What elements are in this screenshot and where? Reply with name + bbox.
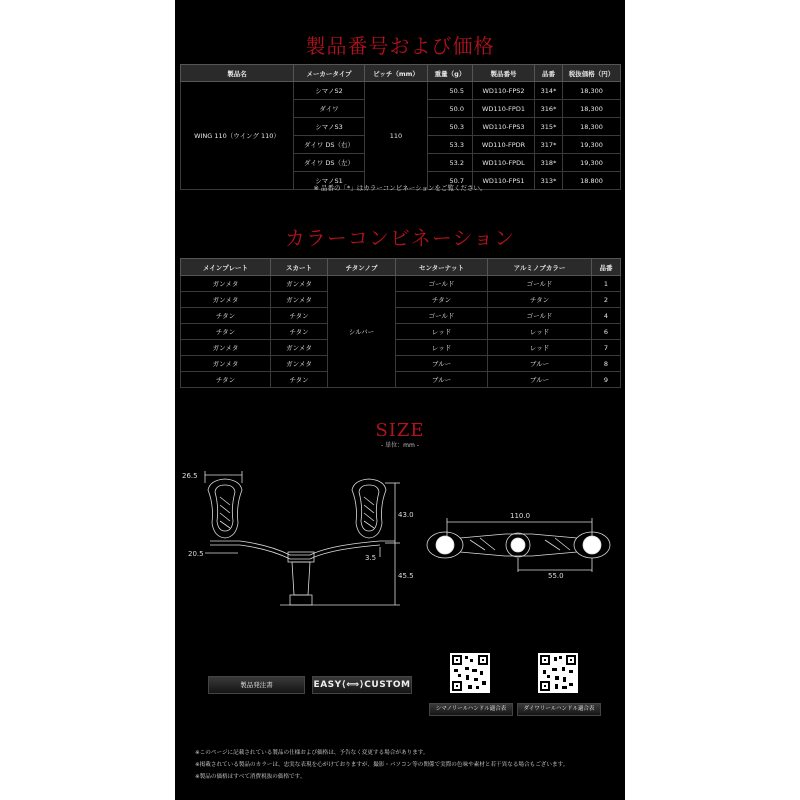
weight-cell: 50.5 [428, 82, 473, 100]
dim-total-length: 110.0 [510, 512, 531, 520]
alumi-knob-cell: レッド [488, 324, 592, 340]
col-header: センターナット [396, 259, 488, 276]
table-row [181, 276, 621, 292]
skirt-cell: ガンメタ [271, 276, 328, 292]
num-cell: 318* [535, 154, 563, 172]
price-section-title: 製品番号および価格 [305, 34, 495, 58]
price-cell: 18,300 [563, 82, 621, 100]
col-header: 製品名 [181, 65, 294, 82]
easy-custom-button[interactable]: EASY⟨⟺⟩CUSTOM [312, 676, 412, 694]
footer-note: ※掲載されている製品のカラーは、忠実な表現を心がけておりますが、撮影・パソコン等の関係で実際の色味や素材と若干異なる場合もございます。 [195, 762, 569, 768]
table-header-row [181, 259, 621, 276]
handle-top-view-drawing [420, 500, 620, 585]
dim-offset: 3.5 [365, 554, 377, 562]
col-header: 品番 [592, 259, 621, 276]
center-nut-cell: レッド [396, 340, 488, 356]
num-cell: 2 [592, 292, 621, 308]
code-cell: WD110-FPS3 [473, 118, 535, 136]
center-nut-cell: ブルー [396, 372, 488, 388]
maker-cell: ダイワ [294, 100, 365, 118]
price-cell: 19,300 [563, 154, 621, 172]
center-nut-cell: ゴールド [396, 308, 488, 324]
num-cell: 1 [592, 276, 621, 292]
center-nut-cell: チタン [396, 292, 488, 308]
code-cell: WD110-FPD1 [473, 100, 535, 118]
shimano-qr-code[interactable] [450, 653, 490, 693]
product-name-cell: WING 110（ウイング 110） [181, 82, 294, 190]
num-cell: 8 [592, 356, 621, 372]
size-section-title: SIZE [375, 420, 425, 441]
maker-cell: シマノS2 [294, 82, 365, 100]
col-header: 重量（g） [428, 65, 473, 82]
handle-side-view-drawing [180, 465, 420, 615]
daiwa-qr-code[interactable] [538, 653, 578, 693]
num-cell: 313* [535, 172, 563, 190]
col-header: 税抜価格（円） [563, 65, 621, 82]
weight-cell: 53.2 [428, 154, 473, 172]
pitch-cell: 110 [365, 82, 428, 190]
table-row [181, 356, 621, 372]
footer-notes [195, 747, 568, 783]
price-cell: 19,300 [563, 136, 621, 154]
skirt-cell: チタン [271, 324, 328, 340]
main-plate-cell: ガンメタ [181, 340, 271, 356]
center-nut-cell: レッド [396, 324, 488, 340]
maker-cell: ダイワ DS（右） [294, 136, 365, 154]
dim-base-height: 45.5 [398, 572, 414, 580]
combo-section-title: カラーコンビネーション [284, 226, 516, 250]
price-cell: 18,300 [563, 100, 621, 118]
alumi-knob-cell: ブルー [488, 356, 592, 372]
dim-knob-top-width: 26.5 [182, 472, 198, 480]
qr-code-icon [538, 653, 578, 693]
skirt-cell: ガンメタ [271, 292, 328, 308]
order-sheet-button[interactable]: 製品発注書 [208, 676, 305, 694]
footer-note: ※製品の価格はすべて消費税抜の価格です。 [195, 774, 306, 780]
qr-code-icon [450, 653, 490, 693]
spec-table [180, 64, 621, 190]
col-header: 製品番号 [473, 65, 535, 82]
alumi-knob-cell: チタン [488, 292, 592, 308]
alumi-knob-cell: ブルー [488, 372, 592, 388]
main-plate-cell: チタン [181, 372, 271, 388]
center-nut-cell: ゴールド [396, 276, 488, 292]
num-cell: 7 [592, 340, 621, 356]
maker-cell: シマノS1 [294, 172, 365, 190]
weight-cell: 53.3 [428, 136, 473, 154]
size-unit-label: - 単位：mm - [381, 442, 419, 449]
col-header: スカート [271, 259, 328, 276]
weight-cell: 50.0 [428, 100, 473, 118]
col-header: メインプレート [181, 259, 271, 276]
code-cell: WD110-FPS1 [473, 172, 535, 190]
code-cell: WD110-FPDL [473, 154, 535, 172]
skirt-cell: チタン [271, 372, 328, 388]
maker-cell: シマノS3 [294, 118, 365, 136]
shimano-compat-label[interactable]: シマノリールハンドル適合表 [429, 703, 513, 716]
table-row [181, 308, 621, 324]
num-cell: 9 [592, 372, 621, 388]
dim-knob-base-width: 20.5 [188, 550, 204, 558]
table-row [181, 292, 621, 308]
price-cell: 18,300 [563, 118, 621, 136]
num-cell: 4 [592, 308, 621, 324]
titan-knob-cell: シルバー [328, 276, 396, 388]
num-cell: 316* [535, 100, 563, 118]
code-cell: WD110-FPDR [473, 136, 535, 154]
table-row [181, 340, 621, 356]
dim-half-length: 55.0 [548, 572, 564, 580]
content-panel [175, 0, 625, 800]
footer-note: ※このページに記載されている製品の仕様および価格は、予告なく変更する場合があります。 [195, 750, 429, 756]
table-row [181, 82, 621, 100]
main-plate-cell: ガンメタ [181, 292, 271, 308]
col-header: 品番 [535, 65, 563, 82]
skirt-cell: ガンメタ [271, 340, 328, 356]
col-header: チタンノブ [328, 259, 396, 276]
price-cell: 18.800 [563, 172, 621, 190]
center-nut-cell: ブルー [396, 356, 488, 372]
table-header-row [181, 65, 621, 82]
main-plate-cell: ガンメタ [181, 276, 271, 292]
alumi-knob-cell: ゴールド [488, 308, 592, 324]
num-cell: 314* [535, 82, 563, 100]
combo-table [180, 258, 621, 388]
skirt-cell: チタン [271, 308, 328, 324]
dim-knob-height: 43.0 [398, 511, 414, 519]
col-header: アルミノブカラー [488, 259, 592, 276]
main-plate-cell: チタン [181, 324, 271, 340]
weight-cell: 50.3 [428, 118, 473, 136]
main-plate-cell: ガンメタ [181, 356, 271, 372]
table-row [181, 324, 621, 340]
daiwa-compat-label[interactable]: ダイワリールハンドル適合表 [517, 703, 601, 716]
num-cell: 317* [535, 136, 563, 154]
code-cell: WD110-FPS2 [473, 82, 535, 100]
maker-cell: ダイワ DS（左） [294, 154, 365, 172]
main-plate-cell: チタン [181, 308, 271, 324]
alumi-knob-cell: ゴールド [488, 276, 592, 292]
alumi-knob-cell: レッド [488, 340, 592, 356]
col-header: ピッチ（mm） [365, 65, 428, 82]
num-cell: 315* [535, 118, 563, 136]
skirt-cell: ガンメタ [271, 356, 328, 372]
table-row [181, 372, 621, 388]
weight-cell: 50.7 [428, 172, 473, 190]
spec-note: ※ 品番の「*」はカラーコンビネーションをご覧ください。 [313, 184, 487, 192]
num-cell: 6 [592, 324, 621, 340]
col-header: メーカータイプ [294, 65, 365, 82]
